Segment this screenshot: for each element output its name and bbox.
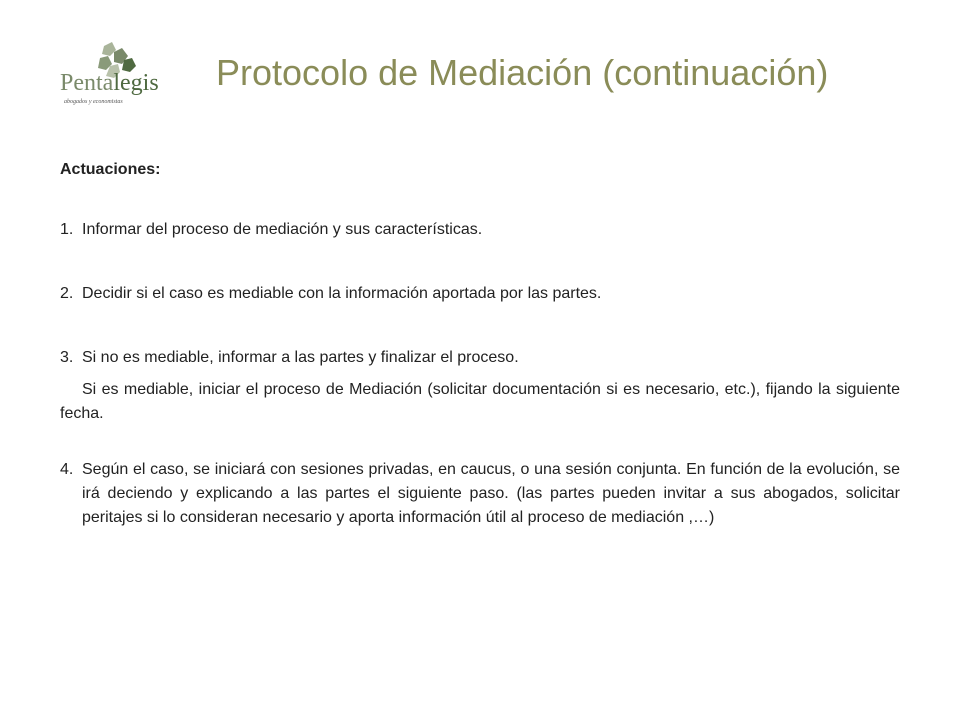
logo-wordmark [60, 70, 159, 97]
list-item-number: 1. [60, 221, 74, 238]
list-item-number: 2. [60, 285, 74, 302]
logo-name-part1: Penta [60, 70, 114, 96]
list-item [60, 282, 900, 306]
list-item-number: 4. [60, 461, 74, 478]
list-item [60, 218, 900, 242]
page-title: Protocolo de Mediación (continuación) [216, 52, 829, 93]
mediable-paragraph: Si es mediable, iniciar el proceso de Mediación (solicitar documentación si es necesario, etc.), fijando la siguiente fecha. [60, 381, 900, 422]
pentalegis-logo [60, 40, 210, 110]
list-item-number: 3. [60, 349, 74, 366]
list-item-text: Según el caso, se iniciará con sesiones privadas, en caucus, o una sesión conjunta. En función de la evolución, se irá deciendo y explicando a las partes el siguiente paso. (las partes pueden invitar a sus abogados, solicitar peritajes si lo consideran necesario y aporta información útil al proceso de mediación ,…) [82, 461, 900, 526]
list-item-text: Decidir si el caso es mediable con la información aportada por las partes. [82, 285, 602, 302]
slide-content [60, 158, 900, 530]
section-heading: Actuaciones: [60, 161, 161, 178]
list-item-text: Si no es mediable, informar a las partes y finalizar el proceso. [82, 349, 519, 366]
logo-tagline: abogados y economistas [64, 99, 123, 105]
logo-name-part2: legis [113, 70, 159, 96]
list-item [60, 346, 900, 370]
list-item [60, 458, 900, 530]
list-item-text: Informar del proceso de mediación y sus características. [82, 221, 483, 238]
